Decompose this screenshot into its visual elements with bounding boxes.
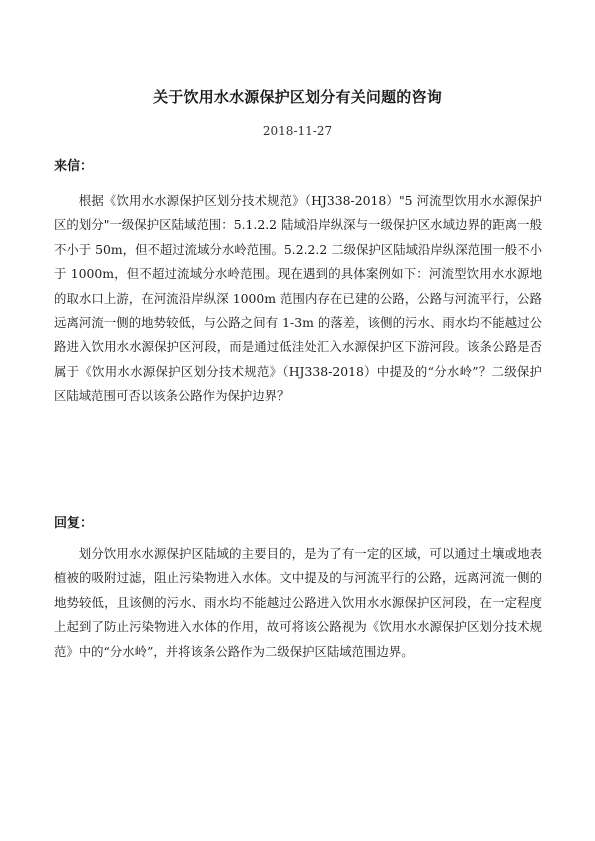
publish-date: 2018-11-27 [262, 124, 333, 138]
letter-heading: 来信： [54, 159, 94, 174]
reply-paragraph: 划分饮用水水源保护区陆域的主要目的，是为了有一定的区域，可以通过土壤或地表植被的吸附过滤，阻止污染物进入水体。文中提及的与河流平行的公路，远离河流一侧的地势较低，且该侧的污水、雨水均不能越过公路进入饮用水水源保护区河段，在一定程度上起到了防止污染物进入水体的作用，故可将该公路视为《饮用水水源保护区划分技术规范》中的“分水岭”，并将该条公路作为二级保护区陆域范围边界。 [54, 546, 542, 659]
page-title: 关于饮用水水源保护区划分有关问题的咨询 [153, 88, 442, 106]
reply-heading: 回复： [54, 516, 94, 531]
letter-paragraph: 根据《饮用水水源保护区划分技术规范》（HJ338-2018）"5 河流型饮用水水源保护区的划分"一级保护区陆域范围：5.1.2.2 陆域沿岸纵深与一级保护区水域边界的距离一般不小于 50m，但不超过流域分水岭范围。5.2.2.2 二级保护区陆域沿岸纵深范围一般不小于 1000m，但不超过流域分水岭范围。现在遇到的具体案例如下：河流型饮用水水源地的取水口上游，在河流沿岸纵深 1000m 范围内存在已建的公路，公路与河流平行，公路远离河流一侧的地势较低，与公路之间有 1-3m 的落差，该侧的污水、雨水均不能越过公路进入饮用水水源保护区河段，而是通过低洼处汇入水源保护区下游河段。该条公路是否属于《饮用水水源保护区划分技术规范》（HJ338-2018）中提及的“分水岭”？二级保护区陆域范围可否以该条公路作为保护边界？ [54, 193, 542, 404]
